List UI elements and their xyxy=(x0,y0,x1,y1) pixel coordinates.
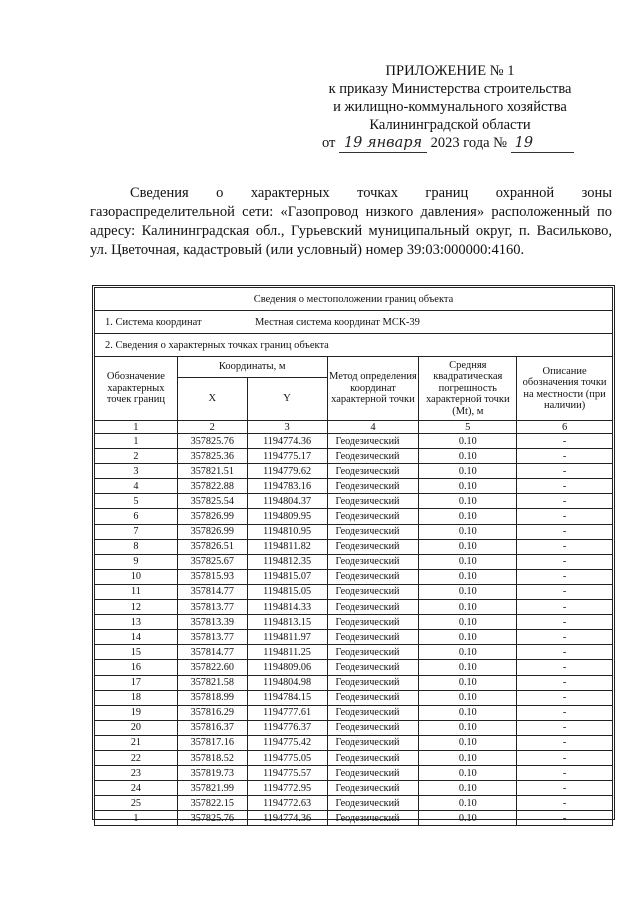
y-coord-cell: 1194811.25 xyxy=(247,645,327,660)
y-coord-cell: 1194810.95 xyxy=(247,524,327,539)
col-y-header: Y xyxy=(247,378,327,421)
description-cell: - xyxy=(517,449,613,464)
y-coord-cell: 1194776.37 xyxy=(247,720,327,735)
point-id-cell: 19 xyxy=(95,705,178,720)
table-row xyxy=(95,660,613,675)
x-coord-cell: 357814.77 xyxy=(177,645,247,660)
description-cell: - xyxy=(517,569,613,584)
x-coord-cell: 357821.58 xyxy=(177,675,247,690)
y-coord-cell: 1194775.17 xyxy=(247,449,327,464)
table-row xyxy=(95,449,613,464)
col-desc-header: Описание обозначения точки на местности (при наличии) xyxy=(517,357,613,421)
coord-system-row xyxy=(95,311,613,334)
method-cell: Геодезический xyxy=(327,796,419,811)
x-coord-cell: 357826.99 xyxy=(177,524,247,539)
x-coord-cell: 357826.99 xyxy=(177,509,247,524)
x-coord-cell: 357816.29 xyxy=(177,705,247,720)
x-coord-cell: 357822.88 xyxy=(177,479,247,494)
y-coord-cell: 1194813.15 xyxy=(247,615,327,630)
x-coord-cell: 357822.60 xyxy=(177,660,247,675)
point-id-cell: 22 xyxy=(95,750,178,765)
point-id-cell: 20 xyxy=(95,720,178,735)
description-cell: - xyxy=(517,690,613,705)
method-cell: Геодезический xyxy=(327,750,419,765)
point-id-cell: 8 xyxy=(95,539,178,554)
table-row xyxy=(95,811,613,826)
y-coord-cell: 1194809.06 xyxy=(247,660,327,675)
y-coord-cell: 1194814.33 xyxy=(247,600,327,615)
table-row xyxy=(95,479,613,494)
y-coord-cell: 1194779.62 xyxy=(247,464,327,479)
x-coord-cell: 357821.99 xyxy=(177,781,247,796)
x-coord-cell: 357813.77 xyxy=(177,630,247,645)
y-coord-cell: 1194775.42 xyxy=(247,735,327,750)
y-coord-cell: 1194772.63 xyxy=(247,796,327,811)
handwritten-date: 19 января xyxy=(339,134,427,153)
table-row xyxy=(95,464,613,479)
method-cell: Геодезический xyxy=(327,630,419,645)
method-cell: Геодезический xyxy=(327,464,419,479)
error-cell: 0.10 xyxy=(419,811,517,826)
column-numbers-row xyxy=(95,421,613,434)
y-coord-cell: 1194784.15 xyxy=(247,690,327,705)
description-cell: - xyxy=(517,811,613,826)
description-cell: - xyxy=(517,524,613,539)
description-cell: - xyxy=(517,781,613,796)
y-coord-cell: 1194775.05 xyxy=(247,750,327,765)
boundary-points-table xyxy=(94,287,613,826)
error-cell: 0.10 xyxy=(419,781,517,796)
point-id-cell: 18 xyxy=(95,690,178,705)
point-id-cell: 11 xyxy=(95,584,178,599)
y-coord-cell: 1194815.07 xyxy=(247,569,327,584)
column-number: 5 xyxy=(419,421,517,434)
coord-system-value: Местная система координат МСК-39 xyxy=(255,316,420,328)
y-coord-cell: 1194804.37 xyxy=(247,494,327,509)
error-cell: 0.10 xyxy=(419,750,517,765)
description-cell: - xyxy=(517,720,613,735)
method-cell: Геодезический xyxy=(327,766,419,781)
appendix-header xyxy=(300,62,600,153)
description-cell: - xyxy=(517,705,613,720)
y-coord-cell: 1194774.36 xyxy=(247,434,327,449)
table-row xyxy=(95,705,613,720)
description-cell: - xyxy=(517,600,613,615)
col-method-header: Метод определения координат характерной точки xyxy=(327,357,419,421)
description-cell: - xyxy=(517,464,613,479)
description-cell: - xyxy=(517,494,613,509)
method-cell: Геодезический xyxy=(327,720,419,735)
col-error-header: Средняя квадратическая погрешность характерной точки (Mt), м xyxy=(419,357,517,421)
point-id-cell: 3 xyxy=(95,464,178,479)
table-row xyxy=(95,584,613,599)
column-number: 2 xyxy=(177,421,247,434)
y-coord-cell: 1194811.82 xyxy=(247,539,327,554)
table-row xyxy=(95,766,613,781)
point-id-cell: 5 xyxy=(95,494,178,509)
point-id-cell: 14 xyxy=(95,630,178,645)
section-title: Сведения о местоположении границ объекта xyxy=(95,288,613,311)
description-cell: - xyxy=(517,735,613,750)
error-cell: 0.10 xyxy=(419,645,517,660)
x-coord-cell: 357819.73 xyxy=(177,766,247,781)
description-cell: - xyxy=(517,554,613,569)
col-point-header: Обозначение характерных точек границ xyxy=(95,357,178,421)
method-cell: Геодезический xyxy=(327,645,419,660)
x-coord-cell: 357825.54 xyxy=(177,494,247,509)
error-cell: 0.10 xyxy=(419,796,517,811)
description-cell: - xyxy=(517,539,613,554)
date-suffix: 2023 года № xyxy=(430,135,507,151)
handwritten-order-number: 19 xyxy=(511,134,574,153)
point-id-cell: 25 xyxy=(95,796,178,811)
table-row xyxy=(95,675,613,690)
method-cell: Геодезический xyxy=(327,615,419,630)
method-cell: Геодезический xyxy=(327,539,419,554)
table-row xyxy=(95,781,613,796)
method-cell: Геодезический xyxy=(327,554,419,569)
order-line-1: к приказу Министерства строительства xyxy=(328,81,572,97)
table-row xyxy=(95,509,613,524)
method-cell: Геодезический xyxy=(327,584,419,599)
error-cell: 0.10 xyxy=(419,630,517,645)
y-coord-cell: 1194812.35 xyxy=(247,554,327,569)
table-row xyxy=(95,600,613,615)
x-coord-cell: 357815.93 xyxy=(177,569,247,584)
method-cell: Геодезический xyxy=(327,660,419,675)
method-cell: Геодезический xyxy=(327,781,419,796)
method-cell: Геодезический xyxy=(327,434,419,449)
method-cell: Геодезический xyxy=(327,524,419,539)
description-cell: - xyxy=(517,434,613,449)
table-row xyxy=(95,615,613,630)
point-id-cell: 4 xyxy=(95,479,178,494)
date-prefix: от xyxy=(322,135,336,151)
table-row xyxy=(95,735,613,750)
description-cell: - xyxy=(517,645,613,660)
error-cell: 0.10 xyxy=(419,705,517,720)
appendix-title: ПРИЛОЖЕНИЕ № 1 xyxy=(385,63,515,79)
point-id-cell: 17 xyxy=(95,675,178,690)
order-line-3: Калининградской области xyxy=(369,117,531,133)
description-cell: - xyxy=(517,584,613,599)
point-id-cell: 1 xyxy=(95,811,178,826)
x-coord-cell: 357825.76 xyxy=(177,811,247,826)
method-cell: Геодезический xyxy=(327,509,419,524)
x-coord-cell: 357826.51 xyxy=(177,539,247,554)
point-id-cell: 21 xyxy=(95,735,178,750)
table-row xyxy=(95,750,613,765)
error-cell: 0.10 xyxy=(419,524,517,539)
table-row xyxy=(95,645,613,660)
error-cell: 0.10 xyxy=(419,464,517,479)
method-cell: Геодезический xyxy=(327,600,419,615)
method-cell: Геодезический xyxy=(327,479,419,494)
y-coord-cell: 1194774.36 xyxy=(247,811,327,826)
table-row xyxy=(95,539,613,554)
error-cell: 0.10 xyxy=(419,554,517,569)
description-cell: - xyxy=(517,509,613,524)
error-cell: 0.10 xyxy=(419,509,517,524)
point-id-cell: 1 xyxy=(95,434,178,449)
order-line-2: и жилищно-коммунального хозяйства xyxy=(333,99,567,115)
point-id-cell: 15 xyxy=(95,645,178,660)
method-cell: Геодезический xyxy=(327,569,419,584)
description-cell: - xyxy=(517,750,613,765)
y-coord-cell: 1194811.97 xyxy=(247,630,327,645)
y-coord-cell: 1194783.16 xyxy=(247,479,327,494)
description-cell: - xyxy=(517,615,613,630)
description-cell: - xyxy=(517,796,613,811)
x-coord-cell: 357818.99 xyxy=(177,690,247,705)
y-coord-cell: 1194804.98 xyxy=(247,675,327,690)
description-cell: - xyxy=(517,630,613,645)
point-id-cell: 24 xyxy=(95,781,178,796)
column-number: 4 xyxy=(327,421,419,434)
method-cell: Геодезический xyxy=(327,494,419,509)
error-cell: 0.10 xyxy=(419,675,517,690)
order-date-line xyxy=(300,134,600,153)
error-cell: 0.10 xyxy=(419,615,517,630)
error-cell: 0.10 xyxy=(419,660,517,675)
x-coord-cell: 357825.67 xyxy=(177,554,247,569)
table-row xyxy=(95,630,613,645)
x-coord-cell: 357816.37 xyxy=(177,720,247,735)
point-id-cell: 13 xyxy=(95,615,178,630)
error-cell: 0.10 xyxy=(419,494,517,509)
table-row xyxy=(95,434,613,449)
table-row xyxy=(95,524,613,539)
y-coord-cell: 1194809.95 xyxy=(247,509,327,524)
point-id-cell: 9 xyxy=(95,554,178,569)
x-coord-cell: 357822.15 xyxy=(177,796,247,811)
error-cell: 0.10 xyxy=(419,735,517,750)
error-cell: 0.10 xyxy=(419,449,517,464)
error-cell: 0.10 xyxy=(419,690,517,705)
table-row xyxy=(95,796,613,811)
col-x-header: X xyxy=(177,378,247,421)
x-coord-cell: 357821.51 xyxy=(177,464,247,479)
column-number: 6 xyxy=(517,421,613,434)
description-cell: - xyxy=(517,660,613,675)
method-cell: Геодезический xyxy=(327,735,419,750)
description-cell: - xyxy=(517,675,613,690)
points-section-title: 2. Сведения о характерных точках границ объекта xyxy=(95,334,613,357)
method-cell: Геодезический xyxy=(327,675,419,690)
table-row xyxy=(95,569,613,584)
description-cell: - xyxy=(517,766,613,781)
x-coord-cell: 357817.16 xyxy=(177,735,247,750)
table-row xyxy=(95,720,613,735)
col-coords-header: Координаты, м xyxy=(177,357,327,378)
intro-paragraph: Сведения о характерных точках границ охранной зоны газораспределительной сети: «Газопровод низкого давления» расположенный по адресу: Калининградская обл., Гурьевский муниципальный округ, п. Васильково, ул. Цветочная, кадастровый (или условный) номер 39:03:000000:4160. xyxy=(90,185,612,258)
method-cell: Геодезический xyxy=(327,705,419,720)
error-cell: 0.10 xyxy=(419,584,517,599)
method-cell: Геодезический xyxy=(327,690,419,705)
method-cell: Геодезический xyxy=(327,811,419,826)
y-coord-cell: 1194777.61 xyxy=(247,705,327,720)
error-cell: 0.10 xyxy=(419,600,517,615)
coord-system-label: 1. Система координат xyxy=(105,316,202,328)
method-cell: Геодезический xyxy=(327,449,419,464)
y-coord-cell: 1194815.05 xyxy=(247,584,327,599)
point-id-cell: 7 xyxy=(95,524,178,539)
x-coord-cell: 357818.52 xyxy=(177,750,247,765)
y-coord-cell: 1194775.57 xyxy=(247,766,327,781)
point-id-cell: 23 xyxy=(95,766,178,781)
point-id-cell: 6 xyxy=(95,509,178,524)
error-cell: 0.10 xyxy=(419,539,517,554)
x-coord-cell: 357825.76 xyxy=(177,434,247,449)
x-coord-cell: 357813.77 xyxy=(177,600,247,615)
point-id-cell: 10 xyxy=(95,569,178,584)
error-cell: 0.10 xyxy=(419,569,517,584)
point-id-cell: 12 xyxy=(95,600,178,615)
x-coord-cell: 357814.77 xyxy=(177,584,247,599)
table-row xyxy=(95,690,613,705)
table-row xyxy=(95,494,613,509)
error-cell: 0.10 xyxy=(419,434,517,449)
error-cell: 0.10 xyxy=(419,479,517,494)
point-id-cell: 2 xyxy=(95,449,178,464)
error-cell: 0.10 xyxy=(419,766,517,781)
point-id-cell: 16 xyxy=(95,660,178,675)
description-cell: - xyxy=(517,479,613,494)
y-coord-cell: 1194772.95 xyxy=(247,781,327,796)
x-coord-cell: 357825.36 xyxy=(177,449,247,464)
column-number: 3 xyxy=(247,421,327,434)
error-cell: 0.10 xyxy=(419,720,517,735)
table-row xyxy=(95,554,613,569)
x-coord-cell: 357813.39 xyxy=(177,615,247,630)
column-number: 1 xyxy=(95,421,178,434)
